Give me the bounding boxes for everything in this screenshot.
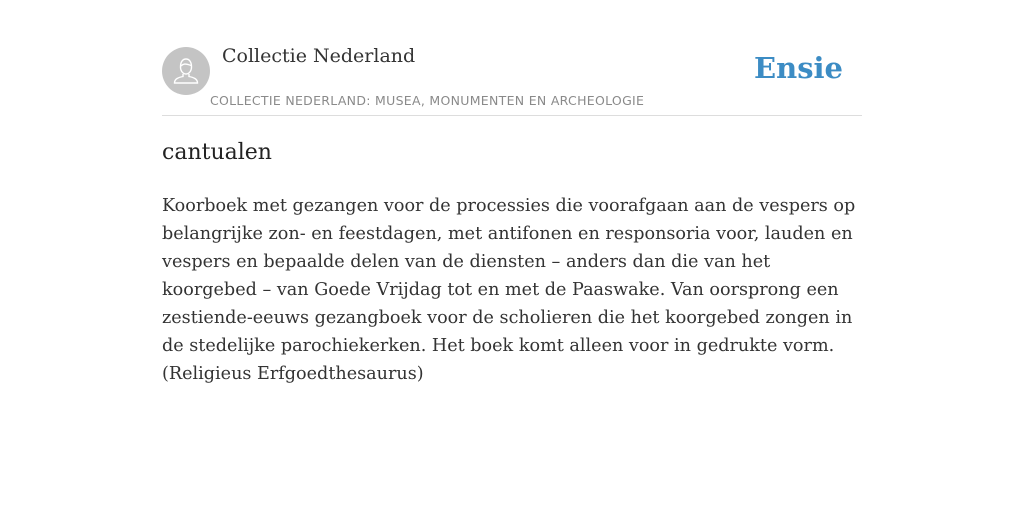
author-subtitle[interactable]: COLLECTIE NEDERLAND: MUSEA, MONUMENTEN EN ARCHEOLOGIE xyxy=(210,93,645,108)
author-name[interactable]: Collectie Nederland xyxy=(222,45,416,67)
entry-term: cantualen xyxy=(162,140,272,165)
header-divider xyxy=(162,115,862,116)
user-icon xyxy=(162,47,210,95)
brand-logo[interactable]: Ensie xyxy=(754,51,843,85)
avatar[interactable] xyxy=(162,47,210,95)
entry-definition: Koorboek met gezangen voor de processies die voorafgaan aan de vespers op belangrijke zon- en feestdagen, met antifonen en responsoria voor, lauden en vespers en bepaalde delen van de diensten – anders dan die van het koorgebed – van Goede Vrijdag tot en met de Paaswake. Van oorsprong een zestiende-eeuws gezangboek voor de scholieren die het koorgebed zongen in de stedelijke parochiekerken. Het boek komt alleen voor in gedrukte vorm. (Religieus Erfgoedthesaurus) xyxy=(162,196,856,384)
